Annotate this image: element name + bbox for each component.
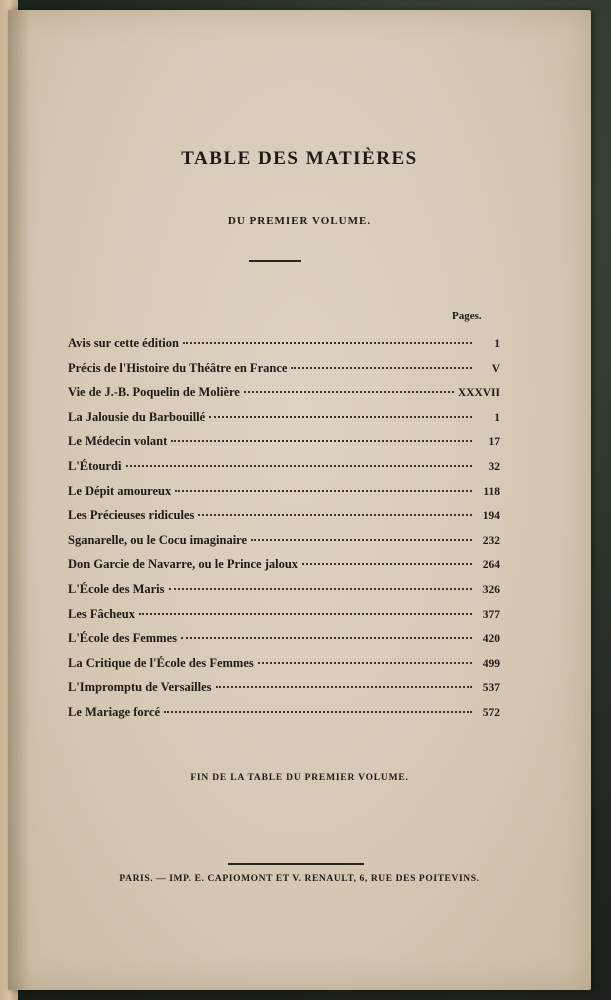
toc-entry xyxy=(68,680,500,705)
toc-dot-leader xyxy=(302,563,472,565)
toc-dot-leader xyxy=(244,391,454,393)
toc-dot-leader xyxy=(183,342,472,344)
toc-entry xyxy=(68,557,500,582)
toc-dot-leader xyxy=(164,711,472,713)
toc-entry xyxy=(68,705,500,730)
toc-entry-title: La Critique de l'École des Femmes xyxy=(68,655,254,670)
toc-entry-page: 1 xyxy=(494,411,500,424)
page-title: TABLE DES MATIÈRES xyxy=(181,148,418,169)
toc-entry-page: 32 xyxy=(488,460,500,473)
toc-dot-leader xyxy=(216,686,472,688)
toc-entry-page: 572 xyxy=(482,706,500,719)
toc-entry-page: 377 xyxy=(482,608,500,621)
toc-entry-title: L'Étourdi xyxy=(68,458,122,473)
toc-entry xyxy=(68,656,500,681)
toc-entry xyxy=(68,533,500,558)
toc-entry-title: Précis de l'Histoire du Théâtre en France xyxy=(68,360,288,375)
toc-entry xyxy=(68,508,500,533)
imprint-divider xyxy=(228,863,364,865)
toc-entry-page: 264 xyxy=(482,559,500,572)
toc-dot-leader xyxy=(291,367,472,369)
toc-dot-leader xyxy=(175,490,472,492)
toc-entry-page: 17 xyxy=(488,436,500,449)
toc-entry xyxy=(68,459,500,484)
toc-entry xyxy=(68,361,500,386)
book-page xyxy=(8,10,591,990)
toc-dot-leader xyxy=(126,465,473,467)
toc-entry xyxy=(68,582,500,607)
toc-entry-page: 499 xyxy=(482,657,500,670)
toc-entry-page: V xyxy=(491,362,500,375)
toc-dot-leader xyxy=(181,637,472,639)
toc-entry xyxy=(68,484,500,509)
pages-column-label: Pages. xyxy=(452,310,482,322)
toc-entry-page: 118 xyxy=(483,485,500,498)
page-subtitle: DU PREMIER VOLUME. xyxy=(227,215,372,227)
toc-entry-page: 1 xyxy=(494,338,500,350)
toc-dot-leader xyxy=(169,588,472,590)
toc-dot-leader xyxy=(258,662,472,664)
toc-dot-leader xyxy=(139,613,472,615)
toc-entry xyxy=(68,607,500,632)
toc-entry-page: 326 xyxy=(482,583,500,596)
toc-entry-title: Don Garcie de Navarre, ou le Prince jaloux xyxy=(68,557,299,572)
toc-dot-leader xyxy=(198,514,472,516)
toc-entry-title: Les Précieuses ridicules xyxy=(68,508,195,523)
toc-entry-title: Le Mariage forcé xyxy=(68,704,161,719)
toc-entry-title: La Jalousie du Barbouillé xyxy=(68,409,206,424)
toc-dot-leader xyxy=(251,539,472,541)
title-divider xyxy=(249,260,301,262)
toc-entry-page: 194 xyxy=(482,510,500,523)
toc-entry-title: Le Médecin volant xyxy=(68,434,168,449)
toc-entry xyxy=(68,410,500,435)
end-note: FIN DE LA TABLE DU PREMIER VOLUME. xyxy=(190,773,409,783)
toc-entry-title: Les Fâcheux xyxy=(68,606,136,621)
printer-imprint: PARIS. — IMP. E. CAPIOMONT ET V. RENAULT, 6, RUE DES POITEVINS. xyxy=(119,874,480,884)
toc-entry xyxy=(68,336,500,361)
toc-dot-leader xyxy=(171,440,472,442)
toc-entry-title: Sganarelle, ou le Cocu imaginaire xyxy=(68,532,248,547)
toc-entry-title: Avis sur cette édition xyxy=(68,336,179,350)
toc-dot-leader xyxy=(209,416,472,418)
toc-entry-page: 537 xyxy=(482,682,500,695)
toc-entry xyxy=(68,434,500,459)
toc-entry xyxy=(68,631,500,656)
toc-entry xyxy=(68,385,500,410)
toc-entry-title: L'École des Maris xyxy=(68,581,165,596)
toc-entry-page: XXXVII xyxy=(457,387,500,400)
table-of-contents xyxy=(68,336,500,730)
toc-entry-title: Vie de J.-B. Poquelin de Molière xyxy=(68,385,240,400)
toc-entry-title: L'Impromptu de Versailles xyxy=(68,680,212,695)
toc-entry-page: 232 xyxy=(482,534,500,547)
toc-entry-title: L'École des Femmes xyxy=(68,631,178,646)
toc-entry-title: Le Dépit amoureux xyxy=(68,483,172,498)
toc-entry-page: 420 xyxy=(482,633,500,646)
